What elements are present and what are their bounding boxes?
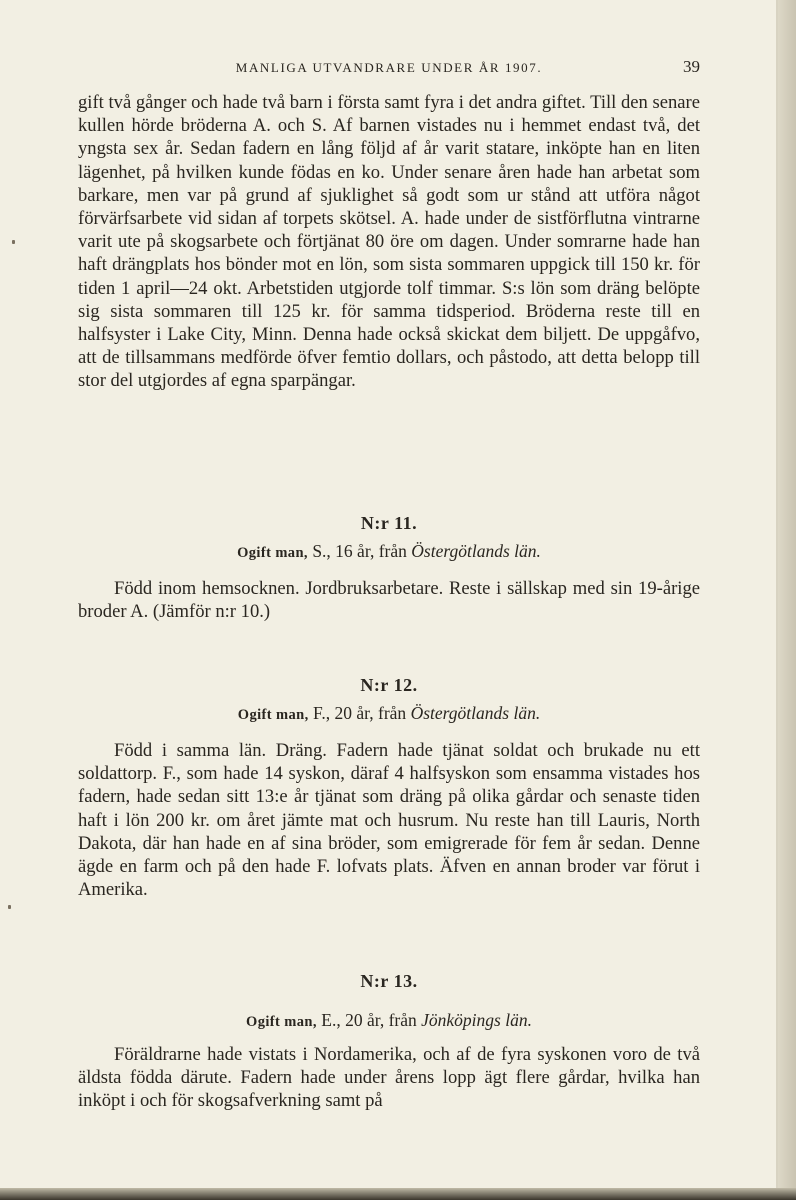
entry-heading: N:r 13. <box>360 971 418 991</box>
running-head: MANLIGA UTVANDRARE UNDER ÅR 1907. <box>235 60 543 75</box>
person-details: F., 20 år, från <box>313 703 407 723</box>
person-details: S., 16 år, från <box>312 541 407 561</box>
entry-heading: N:r 11. <box>360 513 418 533</box>
intro-paragraph <box>78 91 700 393</box>
page-header <box>78 57 700 83</box>
county-name: Östergötlands län. <box>410 703 541 723</box>
entry-body <box>78 577 700 623</box>
entry-body <box>78 739 700 901</box>
entry-subheading <box>78 703 700 724</box>
marital-status: Ogift man, <box>237 707 309 723</box>
page-edge-shadow <box>778 0 796 1200</box>
page-number: 39 <box>683 57 700 76</box>
entry-text: Föräldrarne hade vistats i Nordamerika, och af de fyra syskonen voro de två äldsta födda därute. Fadern hade under årens lopp ägt flere gårdar, hvilka han inköpt i och för skogsafverkning samt på <box>78 1044 700 1112</box>
county-name: Jönköpings län. <box>421 1010 532 1030</box>
marital-status: Ogift man, <box>237 545 308 561</box>
county-name: Östergötlands län. <box>411 541 541 561</box>
margin-speck <box>8 905 11 909</box>
person-details: E., 20 år, från <box>321 1010 417 1030</box>
marital-status: Ogift man, <box>246 1014 317 1030</box>
page-bottom-edge <box>0 1188 796 1200</box>
entry-subheading <box>78 541 700 562</box>
intro-paragraph-text: gift två gånger och hade två barn i första samt fyra i det andra giftet. Till den senare kullen hörde bröderna A. och S. Af barnen vistades nu i hemmet endast två, det yngsta sex år. Sedan fadern en lång följd af år varit statare, inköpte han en liten lägenhet, på hvilken kunde födas en ko. Under senare åren hade han arbetat som barkare, men var på grund af sjuklighet så godt som ur stånd att utföra något förvärfsarbete vid sidan af torpets skötsel. A. hade under de sistförflutna vintrarne varit ute på skogsarbete och förtjänat 80 öre om dagen. Under somrarne hade han haft drängplats hos bönder mot en lön, som sista sommaren uppgick till 150 kr. för tiden 1 april—24 okt. Arbetstiden utgjorde tolf timmar. S:s lön som dräng belöpte sig sista sommaren till 125 kr. för samma tidsperiod. Bröderna reste till en halfsyster i Lake City, Minn. Denna hade också skickat dem biljett. De uppgåfvo, att de tillsammans medförde öfver femtio dollars, och påstodo, att detta belopp till stor del utgjordes af egna sparpängar. <box>78 92 700 392</box>
entry-text: Född inom hemsocknen. Jordbruksarbetare. Reste i sällskap med sin 19-årige broder A. (Jämför n:r 10.) <box>78 578 700 623</box>
entry-subheading <box>78 1010 700 1031</box>
entry-body <box>78 1043 700 1113</box>
entry-heading: N:r 12. <box>360 675 418 695</box>
entry-text: Född i samma län. Dräng. Fadern hade tjänat soldat och brukade nu ett soldattorp. F., som hade 14 syskon, däraf 4 halfsyskon som ensamma vistades hos fadern, hade sedan sitt 13:e år tjänat som dräng på olika gårdar och senaste tiden haft i lön 200 kr. om året jämte mat och husrum. Nu reste han till Lauris, North Dakota, där han hade en af sina bröder, som emigrerade för fem år sedan. Denne ägde en farm och på den hade F. lofvats plats. Äfven en annan broder var förut i Amerika. <box>78 740 700 901</box>
margin-speck <box>12 240 15 244</box>
